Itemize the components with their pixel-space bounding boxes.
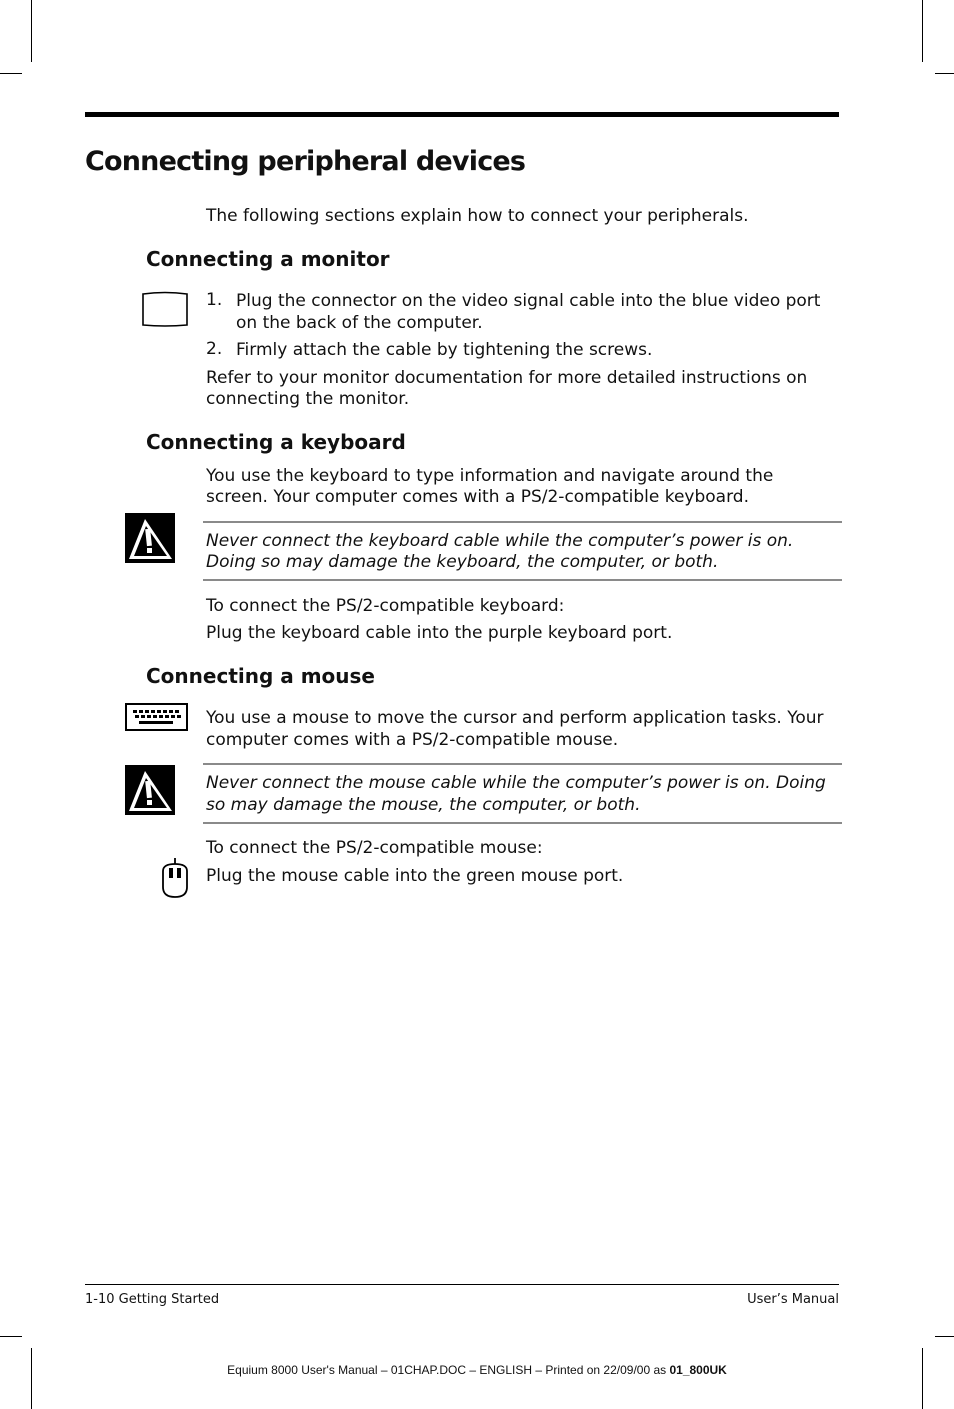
print-info: [0, 1363, 954, 1377]
step-text: on the back of the computer.: [236, 313, 483, 333]
paragraph: You use the keyboard to type information and navigate around the: [206, 466, 774, 486]
warning-icon: [125, 513, 175, 563]
keyboard-icon: [125, 703, 188, 731]
warning-text: Doing so may damage the keyboard, the computer, or both.: [206, 552, 719, 572]
footer-rule: [85, 1284, 839, 1285]
warning-rule: [203, 521, 842, 523]
header-rule: [85, 112, 839, 117]
paragraph: screen. Your computer comes with a PS/2-compatible keyboard.: [206, 487, 749, 507]
step-number: 2.: [206, 339, 223, 359]
paragraph: connecting the monitor.: [206, 389, 410, 409]
crop-mark: [922, 1348, 923, 1409]
paragraph: You use a mouse to move the cursor and perform application tasks. Your: [206, 708, 824, 728]
mouse-icon: [160, 857, 190, 899]
warning-text: Never connect the keyboard cable while the computer’s power is on.: [206, 531, 794, 551]
paragraph: Plug the mouse cable into the green mouse port.: [206, 866, 624, 886]
warning-text: Never connect the mouse cable while the computer’s power is on. Doing: [206, 773, 826, 793]
crop-mark: [935, 1336, 954, 1337]
paragraph: Refer to your monitor documentation for more detailed instructions on: [206, 368, 808, 388]
crop-mark: [935, 73, 954, 74]
section-heading-monitor: Connecting a monitor: [146, 247, 390, 271]
paragraph: Plug the keyboard cable into the purple keyboard port.: [206, 623, 673, 643]
step-text: Firmly attach the cable by tightening the screws.: [236, 340, 653, 360]
warning-rule: [203, 579, 842, 581]
intro-text: The following sections explain how to connect your peripherals.: [206, 206, 749, 226]
crop-mark: [31, 0, 32, 62]
section-heading-mouse: Connecting a mouse: [146, 664, 375, 688]
step-text: Plug the connector on the video signal cable into the blue video port: [236, 291, 821, 311]
crop-mark: [0, 1336, 22, 1337]
warning-rule: [203, 822, 842, 824]
paragraph: To connect the PS/2-compatible keyboard:: [206, 596, 565, 616]
warning-icon: [125, 765, 175, 815]
footer-right: User’s Manual: [747, 1292, 839, 1307]
warning-text: so may damage the mouse, the computer, or both.: [206, 795, 641, 815]
section-heading-keyboard: Connecting a keyboard: [146, 430, 406, 454]
paragraph: To connect the PS/2-compatible mouse:: [206, 838, 543, 858]
footer-left: 1-10 Getting Started: [85, 1292, 220, 1307]
step-number: 1.: [206, 290, 223, 310]
paragraph: computer comes with a PS/2-compatible mouse.: [206, 730, 619, 750]
print-info-code: 01_800UK: [669, 1363, 727, 1377]
crop-mark: [31, 1348, 32, 1409]
crop-mark: [0, 73, 22, 74]
page-title: Connecting peripheral devices: [85, 146, 526, 177]
print-info-text: Equium 8000 User's Manual – 01CHAP.DOC – ENGLISH – Printed on 22/09/00 as: [227, 1363, 670, 1377]
crop-mark: [922, 0, 923, 62]
monitor-icon: [141, 290, 189, 328]
warning-rule: [203, 763, 842, 765]
